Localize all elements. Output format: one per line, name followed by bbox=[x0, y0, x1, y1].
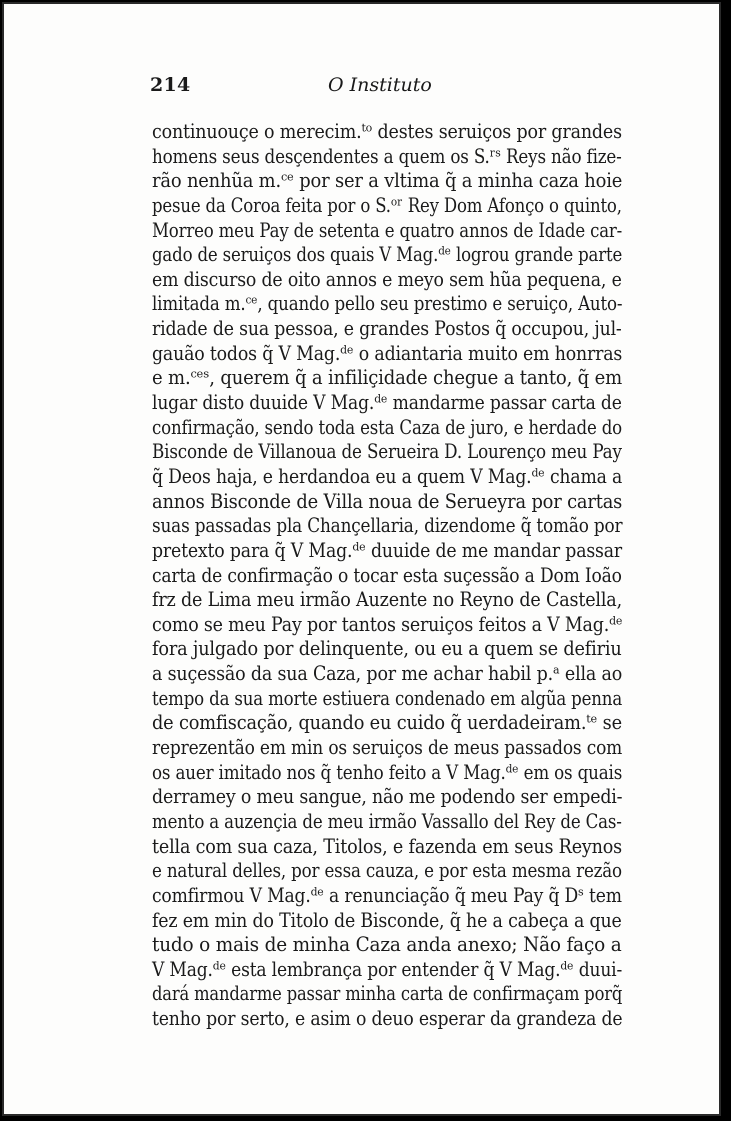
text-line: homens seus desçendentes a quem os S.ʳˢ Reys não fize- bbox=[152, 144, 622, 168]
text-line: pesue da Coroa feita por o S.ᵒʳ Rey Dom Afonço o quinto, bbox=[152, 193, 622, 217]
text-line: confirmação, sendo toda esta Caza de juro, e herdade do bbox=[152, 415, 622, 439]
text-line: comfirmou V Mag.ᵈᵉ a renunciação q̃ meu Pay q̃ Dˢ tem bbox=[152, 883, 622, 907]
text-line: V Mag.ᵈᵉ esta lembrança por entender q̃ V Mag.ᵈᵉ duui- bbox=[152, 957, 623, 981]
page-number: 214 bbox=[150, 74, 191, 96]
text-line: gado de seruiços dos quais V Mag.ᵈᵉ logrou grande parte bbox=[152, 243, 623, 267]
text-line: e natural delles, por essa cauza, e por esta mesma rezão bbox=[152, 859, 622, 883]
running-title: O Instituto bbox=[328, 74, 432, 96]
text-line: de comfiscação, quando eu cuido q̃ uerdadeiram.ᵗᵉ se bbox=[152, 711, 622, 735]
text-line: dará mandarme passar minha carta de confirmaçam porq̃ bbox=[152, 982, 623, 1006]
text-line: a suçessão da sua Caza, por me achar habil p.ᵃ ella ao bbox=[152, 662, 623, 686]
text-line: q̃ Deos haja, e herdandoa eu a quem V Mag.ᵈᵉ chama a bbox=[152, 464, 623, 488]
text-line: Bisconde de Villanoua de Serueira D. Lourenço meu Pay bbox=[152, 440, 622, 464]
text-line: Morreo meu Pay de setenta e quatro annos de Idade car- bbox=[152, 218, 623, 242]
text-line: rão nenhũa m.ᶜᵉ por ser a vltima q̃ a minha caza hoie bbox=[152, 169, 623, 193]
text-line: tenho por serto, e asim o deuo esperar da grandeza de bbox=[152, 1007, 623, 1031]
text-line: mento a auzençia de meu irmão Vassallo del Rey de Cas- bbox=[152, 809, 622, 833]
text-line: ridade de sua pessoa, e grandes Postos q̃ occupou, jul- bbox=[152, 317, 622, 341]
text-line: continuouçe o merecim.ᵗᵒ destes seruiços por grandes bbox=[152, 120, 622, 143]
text-line: limitada m.ᶜᵉ, quando pello seu prestimo e seruiço, Auto- bbox=[152, 292, 623, 316]
book-page bbox=[2, 2, 721, 1116]
text-line: tella com sua caza, Titolos, e fazenda em seus Reynos bbox=[152, 834, 622, 858]
text-line: gauão todos q̃ V Mag.ᵈᵉ o adiantaria muito em honrras bbox=[152, 341, 623, 365]
text-line: suas passadas pla Chançellaria, dizendome q̃ tomão por bbox=[152, 514, 623, 538]
text-line: fez em min do Titolo de Bisconde, q̃ he a cabeça a que bbox=[152, 908, 622, 932]
text-line: frz de Lima meu irmão Auzente no Reyno de Castella, bbox=[152, 588, 622, 612]
text-line: lugar disto duuide V Mag.ᵈᵉ mandarme passar carta de bbox=[152, 391, 622, 415]
text-line: tempo da sua morte estiuera condenado em algũa penna bbox=[152, 686, 623, 710]
page-header bbox=[148, 74, 622, 104]
body-text bbox=[152, 120, 622, 1032]
text-line: e m.ᶜᵉˢ, querem q̃ a infiliçidade chegue a tanto, q̃ em bbox=[152, 366, 622, 390]
text-line: fora julgado por delinquente, ou eu a quem se defiriu bbox=[152, 637, 622, 661]
text-line: reprezentão em min os seruiços de meus passados com bbox=[152, 736, 623, 760]
text-line: em discurso de oito annos e meyo sem hũa pequena, e bbox=[152, 267, 622, 291]
text-line: tudo o mais de minha Caza anda anexo; Não faço a bbox=[152, 933, 622, 957]
text-line: annos Bisconde de Villa noua de Serueyra por cartas bbox=[152, 489, 623, 513]
text-line: como se meu Pay por tantos seruiços feitos a V Mag.ᵈᵉ bbox=[152, 612, 623, 636]
text-line: os auer imitado nos q̃ tenho feito a V Mag.ᵈᵉ em os quais bbox=[152, 760, 623, 784]
text-line: carta de confirmação o tocar esta suçessão a Dom Ioão bbox=[152, 563, 622, 587]
text-line: pretexto para q̃ V Mag.ᵈᵉ duuide de me mandar passar bbox=[152, 538, 623, 562]
text-line: derramey o meu sangue, não me podendo ser empedi- bbox=[152, 785, 623, 809]
